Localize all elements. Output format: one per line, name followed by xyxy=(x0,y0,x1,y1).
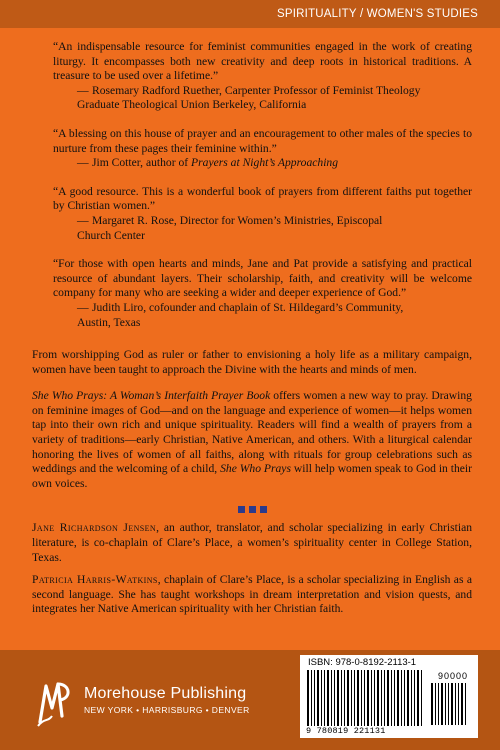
book-title: She Who Prays: A Woman’s Interfaith Prayer Book xyxy=(32,389,271,403)
description-text: will help women speak to God in their own voices. xyxy=(32,462,473,490)
publisher-cities: NEW YORK • HARRISBURG • DENVER xyxy=(84,705,250,715)
endorsement xyxy=(32,127,472,171)
book-title-short: She Who Prays xyxy=(220,462,291,476)
attribution-book-title: Prayers at Night’s Approaching xyxy=(191,156,339,170)
isbn-number: ISBN: 978-0-8192-2113-1 xyxy=(308,657,417,668)
author-bio xyxy=(32,521,472,565)
attribution-line: Rosemary Radford Ruether, Carpenter Professor of Feminist Theology xyxy=(92,83,421,97)
endorsement-attribution: — Margaret R. Rose, Director for Women’s Ministries, Episcopal Church Center xyxy=(32,214,472,243)
attribution-line: Judith Liro, cofounder and chaplain of St. Hildegard’s Community, xyxy=(92,300,404,314)
ornament-square-icon xyxy=(260,506,267,513)
endorsement-quote: “A blessing on this house of prayer and an encouragement to other males of the species to nurture from these pages their feminine within.” xyxy=(53,126,472,155)
description-paragraph xyxy=(32,389,472,491)
attribution-line: Margaret R. Rose, Director for Women’s Ministries, Episcopal xyxy=(92,213,383,227)
author-name: Jane Richardson Jensen xyxy=(32,521,157,535)
endorsement-attribution: — Judith Liro, cofounder and chaplain of St. Hildegard’s Community, Austin, Texas xyxy=(32,301,472,330)
ornament-square-icon xyxy=(249,506,256,513)
endorsement xyxy=(32,185,472,243)
endorsement-quote: “For those with open hearts and minds, Jane and Pat provide a satisfying and practical resource of abundant layers. Their scholarship, faith, and creativity will be welcome company for many who are seeking a wider and deeper experience of God.” xyxy=(53,257,472,300)
attribution-line: Graduate Theological Union Berkeley, California xyxy=(77,98,307,112)
ean-digits: 9 780819 221131 xyxy=(306,726,386,736)
barcode-panel xyxy=(300,655,478,738)
endorsement-attribution: — Jim Cotter, author of Prayers at Night’s Approaching xyxy=(77,156,339,170)
ean-barcode-icon xyxy=(306,670,426,726)
back-cover-text xyxy=(32,40,472,617)
endorsement xyxy=(32,257,472,330)
attribution-name: Jim Cotter, author of xyxy=(92,156,192,170)
ornament-divider xyxy=(32,503,472,511)
author-name: Patricia Harris-Watkins xyxy=(32,573,158,587)
attribution-line: Church Center xyxy=(77,228,145,242)
endorsement xyxy=(32,40,472,113)
endorsement-quote: “A good resource. This is a wonderful book of prayers from different faiths put together by Christian women.” xyxy=(53,184,472,213)
publisher-logo-icon xyxy=(36,678,74,728)
category-label: SPIRITUALITY / WOMEN'S STUDIES xyxy=(0,0,500,28)
author-bio-text: , an author, translator, and scholar specializing in early Christian literature, is co-chaplain of Clare’s Place, a women’s spirituality center in College Station, Texas. xyxy=(32,521,473,564)
author-bio xyxy=(32,573,472,617)
attribution-line: Austin, Texas xyxy=(77,315,141,329)
endorsement-quote: “An indispensable resource for feminist communities engaged in the work of creating liturgy. It encompasses both new creativity and deep roots in historical traditions. A treasure to be used over a lifetime.” xyxy=(53,40,472,83)
addon-barcode-icon xyxy=(430,683,470,725)
price-code: 90000 xyxy=(437,671,468,681)
publisher-name: Morehouse Publishing xyxy=(84,685,247,702)
description-text: offers women a new way to pray. Drawing on feminine images of God—and on the language and experience of women—it helps women tap into their own rich and unique spirituality. Readers will find a wealth of prayers from a variety of traditions—early Christian, Native American, and others. With a liturgical calendar honoring the lives of women of all faiths, along with rituals for group celebrations such as weddings and the welcoming of a child, xyxy=(32,389,472,476)
ornament-square-icon xyxy=(238,506,245,513)
description-paragraph: From worshipping God as ruler or father to envisioning a holy life as a military campaign, women have been taught to approach the Divine with the hearts and minds of men. xyxy=(32,348,472,376)
author-bio-text: , chaplain of Clare’s Place, is a scholar specializing in English as a second language. She has taught workshops in dream interpretation and vision quests, and integrates her Native American spirituality with her Christian faith. xyxy=(32,573,472,616)
endorsement-attribution: — Rosemary Radford Ruether, Carpenter Professor of Feminist Theology Graduate Theological Union Berkeley, California xyxy=(32,84,472,113)
